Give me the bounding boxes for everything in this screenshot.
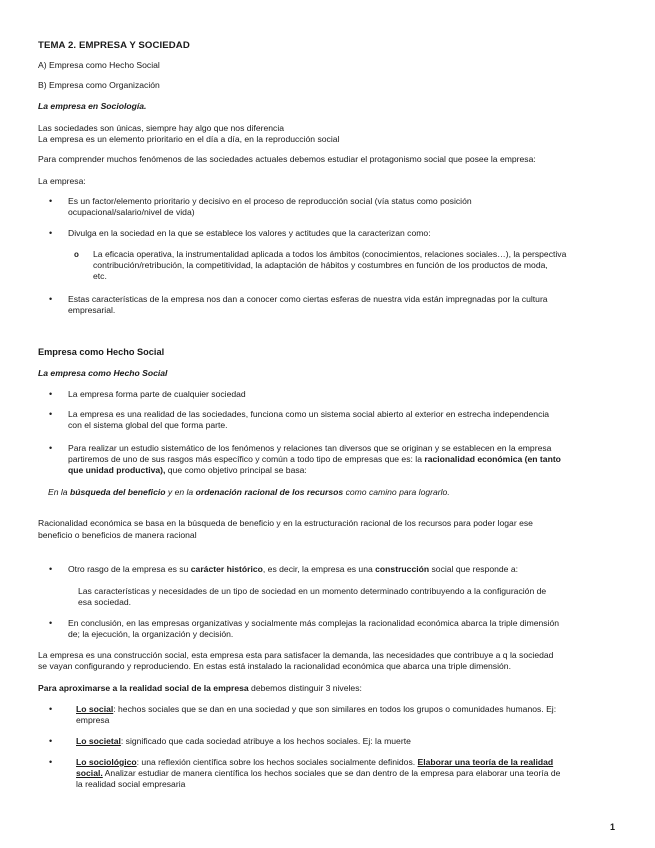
emphasis-text: racionalidad económica (en tanto bbox=[424, 454, 561, 464]
level-item-line: Lo social: hechos sociales que se dan en una sociedad y que son similares en todos los grupos o comunidades humanos. Ej: bbox=[76, 704, 557, 714]
section-heading-hecho-social: Empresa como Hecho Social bbox=[38, 347, 165, 357]
sublist-item-line: etc. bbox=[93, 271, 107, 281]
paragraph-line: Para aproximarse a la realidad social de la empresa debemos distinguir 3 niveles: bbox=[38, 683, 362, 693]
emphasis-text: construcción bbox=[375, 564, 430, 574]
quote-line: esa sociedad. bbox=[78, 597, 132, 607]
paragraph-line: beneficio o beneficios de manera racional bbox=[38, 530, 197, 540]
emphasis-text: carácter histórico bbox=[190, 564, 263, 574]
list-item-line: En conclusión, en las empresas organizativas y socialmente más complejas la racionalidad económica abarca la triple dimensión bbox=[68, 618, 560, 628]
paragraph-line: Las sociedades son únicas, siempre hay algo que nos diferencia bbox=[38, 123, 285, 133]
list-item-line: Es un factor/elemento prioritario y decisivo en el proceso de reproducción social (vía status como posición bbox=[68, 196, 472, 206]
bullet-icon: • bbox=[49, 389, 53, 399]
bullet-icon: • bbox=[49, 618, 53, 628]
paragraph-line: Racionalidad económica se basa en la búsqueda de beneficio y en la estructuración racional de los recursos para poder logar ese bbox=[38, 518, 533, 528]
level-item-line: la realidad social empresaria bbox=[76, 779, 186, 789]
paragraph-line: La empresa: bbox=[38, 176, 86, 186]
list-item-line: La empresa es una realidad de las sociedades, funciona como un sistema social abierto al exterior en estrecha independencia bbox=[68, 409, 550, 419]
goal-statement: En la búsqueda del beneficio y en la ordenación racional de los recursos como camino para lograrlo. bbox=[48, 487, 450, 497]
emphasis-text: ordenación racional de los recursos bbox=[195, 487, 344, 497]
outline-item-a: A) Empresa como Hecho Social bbox=[38, 60, 160, 70]
list-item-line: de; la ejecución, la organización y decisión. bbox=[68, 629, 234, 639]
bullet-icon: • bbox=[49, 409, 53, 419]
level-label: Lo sociológico bbox=[76, 757, 137, 767]
bullet-icon: • bbox=[49, 564, 53, 574]
paragraph-line: se vayan configurando y reproduciendo. En estas está instalado la racionalidad económica que abarca una triple dimensión. bbox=[38, 661, 511, 671]
level-item-line: Lo societal: significado que cada sociedad atribuye a los hechos sociales. Ej: la muerte bbox=[76, 736, 411, 746]
bullet-icon: • bbox=[49, 294, 53, 304]
level-item-line: Lo sociológico: una reflexión científica sobre los hechos sociales socialmente definidos. Elaborar una teoría de la realidad bbox=[76, 757, 554, 767]
bullet-icon: • bbox=[49, 196, 53, 206]
bullet-icon: • bbox=[49, 736, 53, 746]
bullet-icon: • bbox=[49, 704, 53, 714]
page-number: 1 bbox=[610, 822, 616, 832]
bullet-icon: • bbox=[49, 757, 53, 767]
outline-item-b: B) Empresa como Organización bbox=[38, 80, 160, 90]
paragraph-line: La empresa es un elemento prioritario en el día a día, en la reproducción social bbox=[38, 134, 340, 144]
emphasis-text: búsqueda del beneficio bbox=[69, 487, 166, 497]
list-item-line: partiremos de uno de sus rasgos más específico y común a todo tipo de empresas que es: la racionalidad económica (en tanto bbox=[68, 454, 561, 464]
list-item-line: ocupacional/salario/nivel de vida) bbox=[68, 207, 195, 217]
level-label: Lo social bbox=[76, 704, 114, 714]
sublist-item-line: contribución/retribución, la competitividad, la adaptación de hábitos y costumbres en función de los productos de moda, bbox=[93, 260, 548, 270]
section-heading-sociologia: La empresa en Sociología. bbox=[38, 101, 147, 111]
page-title: TEMA 2. EMPRESA Y SOCIEDAD bbox=[38, 40, 190, 51]
list-item-line: empresarial. bbox=[68, 305, 116, 315]
level-item-line: empresa bbox=[76, 715, 110, 725]
circle-bullet-icon: o bbox=[74, 250, 79, 259]
bullet-icon: • bbox=[49, 443, 53, 453]
quote-line: Las características y necesidades de un tipo de sociedad en un momento determinado contribuyendo a la configuración de bbox=[78, 586, 547, 596]
emphasis-text: que unidad productiva), bbox=[68, 465, 166, 475]
sublist-item-line: La eficacia operativa, la instrumentalidad aplicada a todos los ámbitos (conocimientos, relaciones sociales…), la perspectiva bbox=[93, 249, 567, 259]
bullet-icon: • bbox=[49, 228, 53, 238]
list-item-line: La empresa forma parte de cualquier sociedad bbox=[68, 389, 246, 399]
list-item-line: Otro rasgo de la empresa es su carácter histórico, es decir, la empresa es una construcción social que responde a: bbox=[68, 564, 518, 574]
level-item-line: social. Analizar estudiar de manera científica los hechos sociales que se dan dentro de la empresa para elaborar una teoría de bbox=[76, 768, 561, 778]
list-item-line: con el sistema global del que forma parte. bbox=[68, 420, 228, 430]
emphasis-text: social. bbox=[76, 768, 103, 778]
list-item-line: Divulga en la sociedad en la que se establece los valores y actitudes que la caracterizan como: bbox=[68, 228, 431, 238]
paragraph-line: La empresa es una construcción social, esta empresa esta para satisfacer la demanda, las necesidades que contribuye a q la sociedad bbox=[38, 650, 554, 660]
level-label: Lo societal bbox=[76, 736, 121, 746]
emphasis-text: Para aproximarse a la realidad social de la empresa bbox=[38, 683, 249, 693]
paragraph-line: Para comprender muchos fenómenos de las sociedades actuales debemos estudiar el protagonismo social que posee la empresa: bbox=[38, 154, 536, 164]
section-subheading: La empresa como Hecho Social bbox=[38, 368, 168, 378]
list-item-line: Para realizar un estudio sistemático de los fenómenos y relaciones tan diversos que se originan y se establecen en la empresa bbox=[68, 443, 552, 453]
list-item-line: que unidad productiva), que como objetivo principal se basa: bbox=[68, 465, 307, 475]
list-item-line: Estas características de la empresa nos dan a conocer como ciertas esferas de nuestra vida están impregnadas por la cultura bbox=[68, 294, 548, 304]
emphasis-text: Elaborar una teoría de la realidad bbox=[417, 757, 554, 767]
